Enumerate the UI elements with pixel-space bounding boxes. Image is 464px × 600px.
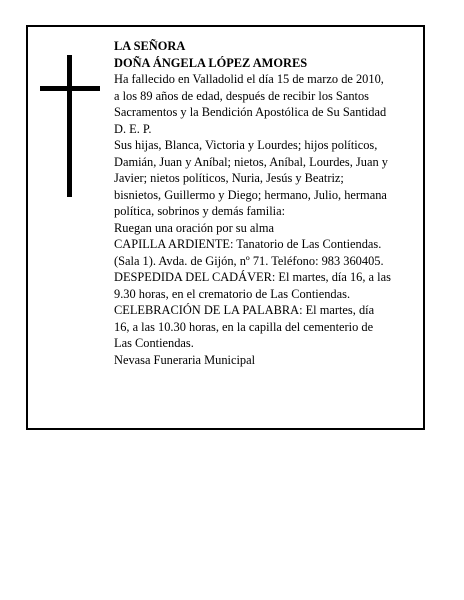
death-announcement-line: Sacramentos y la Bendición Apostólica de Su Santidad bbox=[114, 105, 387, 119]
service-line: CELEBRACIÓN DE LA PALABRA: El martes, día bbox=[114, 303, 375, 317]
cross-vertical-bar bbox=[67, 55, 72, 197]
funeral-home-line: Nevasa Funeraria Municipal bbox=[114, 352, 256, 367]
death-announcement-line: a los 89 años de edad, después de recibir los Santos bbox=[114, 88, 369, 103]
cross-horizontal-bar bbox=[40, 86, 100, 91]
funeral-chapel-line: CAPILLA ARDIENTE: Tanatorio de Las Contiendas. bbox=[114, 237, 382, 251]
family-line: Damián, Juan y Aníbal; nietos, Aníbal, Lourdes, Juan y bbox=[114, 154, 388, 169]
rip-line: D. E. P. bbox=[114, 121, 152, 136]
service-line: Las Contiendas. bbox=[114, 336, 194, 350]
prayer-request-line: Ruegan una oración por su alma bbox=[114, 220, 274, 235]
family-line: Sus hijas, Blanca, Victoria y Lourdes; hijos políticos, bbox=[114, 138, 378, 152]
farewell-line: DESPEDIDA DEL CADÁVER: El martes, día 16, a las bbox=[114, 270, 391, 284]
family-line: política, sobrinos y demás familia: bbox=[114, 204, 286, 218]
cross-icon bbox=[40, 55, 100, 197]
family-line: bisnietos, Guillermo y Diego; hermano, Julio, hermana bbox=[114, 187, 387, 202]
family-line: Javier; nietos políticos, Nuria, Jesús y Beatriz; bbox=[114, 171, 344, 185]
farewell-line: 9.30 horas, en el crematorio de Las Contiendas. bbox=[114, 286, 351, 301]
notice-text bbox=[114, 38, 420, 368]
service-line: 16, a las 10.30 horas, en la capilla del cementerio de bbox=[114, 319, 374, 334]
deceased-name: DOÑA ÁNGELA LÓPEZ AMORES bbox=[114, 55, 308, 70]
notice-heading: LA SEÑORA bbox=[114, 39, 186, 53]
death-announcement-line: Ha fallecido en Valladolid el día 15 de marzo de 2010, bbox=[114, 72, 384, 86]
funeral-chapel-line: (Sala 1). Avda. de Gijón, nº 71. Teléfono: 983 360405. bbox=[114, 253, 384, 268]
obituary-notice bbox=[26, 25, 425, 430]
